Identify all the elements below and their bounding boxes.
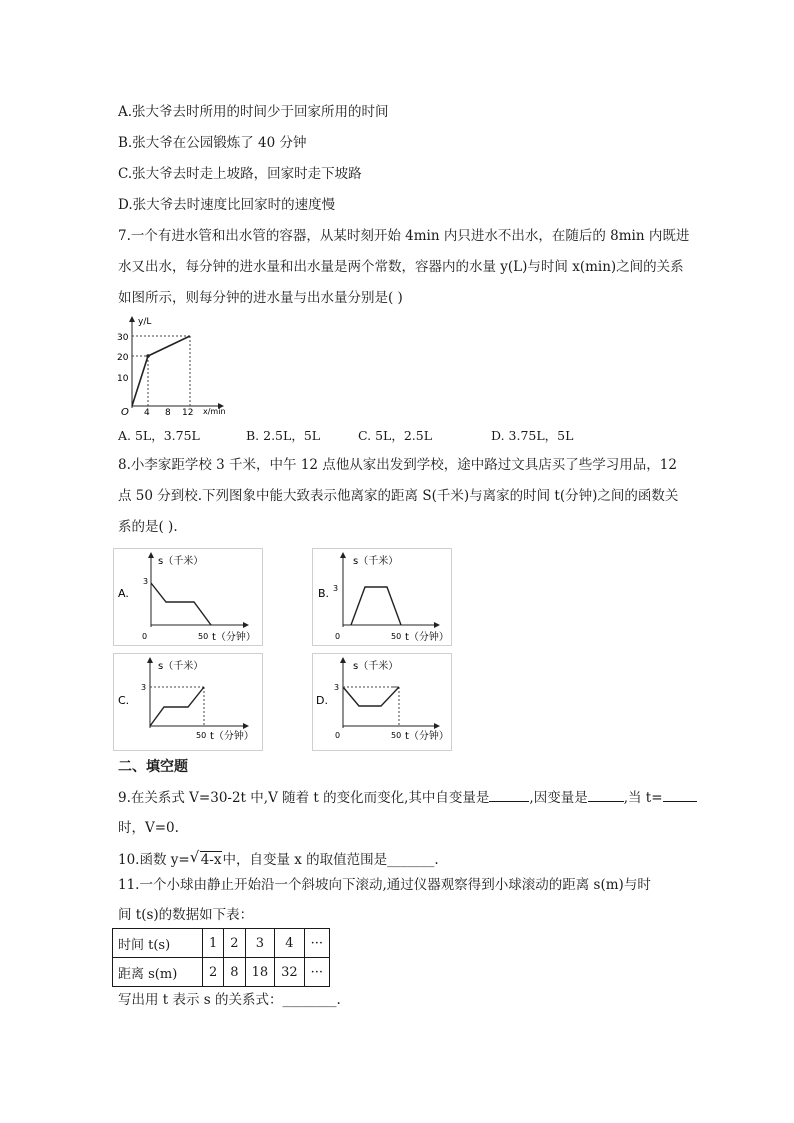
- table-cell: 32: [275, 958, 305, 987]
- table-cell: 时间 t(s): [113, 929, 203, 958]
- table-cell: 8: [224, 958, 245, 987]
- q8-text-line-1: 8.小李家距学校 3 千米，中午 12 点他从家出发到学校，途中路过文具店买了些学习用品，12: [118, 457, 677, 473]
- q10-prefix: 10.函数 y=: [118, 852, 190, 868]
- q7-water-line: [132, 336, 190, 406]
- q6-option-c: C.张大爷去时走上坡路，回家时走下坡路: [118, 166, 362, 182]
- table-cell: ···: [304, 958, 329, 987]
- graph-b-ytick: 3: [333, 584, 339, 593]
- q7-xlabel: x/min: [203, 407, 226, 416]
- graph-d-ylabel: s（千米）: [353, 661, 399, 672]
- graph-d-xlabel: t（分钟）: [405, 731, 449, 742]
- q11-text-line-1: 11.一个小球由静止开始沿一个斜坡向下滚动,通过仪器观察得到小球滚动的距离 s(m)与时: [118, 877, 651, 893]
- q9-blank-t-value[interactable]: [663, 787, 697, 802]
- q10-radicand: 4-x: [200, 852, 222, 868]
- q7-option-d: D. 3.75L，5L: [491, 428, 574, 443]
- graph-a-ylabel: s（千米）: [158, 556, 204, 567]
- table-cell: 2: [203, 958, 224, 987]
- graph-b-letter: B.: [318, 587, 330, 600]
- q7-option-c: C. 5L，2.5L: [358, 428, 432, 443]
- q9-blank-independent[interactable]: [489, 787, 529, 802]
- q7-xtick-4: 4: [144, 408, 150, 417]
- q7-option-a: A. 5L，3.75L: [118, 428, 200, 443]
- graph-c-ylabel: s（千米）: [158, 661, 204, 672]
- q8-text-line-3: 系的是( ).: [118, 519, 178, 535]
- q6-option-a: A.张大爷去时所用的时间少于回家所用的时间: [118, 104, 389, 120]
- q9-part-2: ,因变量是: [529, 790, 588, 806]
- graph-d-origin: 0: [335, 731, 341, 740]
- table-cell: 3: [245, 929, 275, 958]
- sqrt-symbol: √ 4-x: [189, 848, 222, 868]
- graph-b-origin: 0: [335, 632, 341, 641]
- q7-text-line-1: 7.一个有进水管和出水管的容器，从某时刻开始 4min 内只进水不出水，在随后的 8min 内既进: [118, 228, 690, 244]
- graph-b-curve: [351, 587, 401, 625]
- table-cell: 2: [224, 929, 245, 958]
- q10-blank[interactable]: _______: [387, 852, 435, 868]
- q8-graph-b: [312, 548, 452, 646]
- q10-suffix: 中，自变量 x 的取值范围是: [222, 852, 388, 868]
- table-row: [113, 958, 330, 987]
- q7-ytick-10: 10: [117, 374, 129, 384]
- graph-d-ytick: 3: [334, 683, 340, 692]
- q9-part-1: 9.在关系式 V=30-2t 中,V 随着 t 的变化而变化,其中自变量是: [118, 790, 490, 806]
- q10-end: .: [434, 852, 439, 868]
- q7-graph: [112, 312, 237, 421]
- q9-part-3: ,当 t=: [623, 790, 663, 806]
- q7-ytick-30: 30: [117, 333, 129, 343]
- table-cell: 18: [245, 958, 275, 987]
- q9-line-1: [118, 787, 697, 808]
- q7-text-line-2: 水又出水，每分钟的进水量和出水量是两个常数，容器内的水量 y(L)与时间 x(min)之间的关系: [118, 259, 684, 275]
- q11-after-text: 写出用 t 表示 s 的关系式：________.: [118, 992, 341, 1008]
- q6-option-b: B.张大爷在公园锻炼了 40 分钟: [118, 135, 307, 151]
- graph-c-xlabel: t（分钟）: [210, 731, 254, 742]
- graph-b-ylabel: s（千米）: [353, 556, 399, 567]
- table-cell: ···: [304, 929, 329, 958]
- table-cell: 4: [275, 929, 305, 958]
- graph-c-letter: C.: [118, 694, 130, 707]
- q9-blank-dependent[interactable]: [588, 787, 624, 802]
- graph-d-xtick: 50: [391, 731, 402, 740]
- graph-a-letter: A.: [118, 587, 129, 600]
- q10-line: [118, 850, 439, 870]
- graph-b-xtick: 50: [391, 632, 402, 641]
- q7-option-b: B. 2.5L，5L: [246, 428, 321, 443]
- graph-a-xtick: 50: [198, 632, 209, 641]
- q8-graph-d: [312, 653, 452, 751]
- q6-option-d: D.张大爷去时速度比回家时的速度慢: [118, 197, 336, 213]
- q7-point-4-20: [146, 354, 150, 358]
- q9-line-2: 时，V=0.: [118, 820, 179, 836]
- graph-a-xlabel: t（分钟）: [212, 632, 256, 643]
- q7-xtick-12: 12: [182, 408, 194, 417]
- table-cell: 1: [203, 929, 224, 958]
- q8-graph-a: [113, 548, 263, 646]
- q7-origin: O: [121, 407, 129, 417]
- table-row: [113, 929, 330, 958]
- graph-c-ytick: 3: [141, 683, 147, 692]
- q7-text-line-3: 如图所示，则每分钟的进水量与出水量分别是( ): [118, 290, 403, 306]
- q7-xtick-8: 8: [165, 408, 171, 417]
- graph-d-letter: D.: [316, 694, 328, 707]
- graph-a-origin: 0: [142, 632, 148, 641]
- table-cell: 距离 s(m): [113, 958, 203, 987]
- q11-data-table: [112, 928, 330, 987]
- graph-d-curve: [343, 687, 399, 706]
- q7-ytick-20: 20: [117, 353, 129, 363]
- q8-graph-c: [113, 653, 263, 751]
- section-title: 二、填空题: [118, 759, 188, 775]
- graph-a-curve: [151, 583, 211, 625]
- graph-c-xtick: 50: [196, 731, 207, 740]
- graph-b-xlabel: t（分钟）: [405, 632, 449, 643]
- graph-a-ytick: 3: [143, 577, 149, 586]
- q7-ylabel: y/L: [138, 317, 152, 327]
- q8-text-line-2: 点 50 分到校.下列图象中能大致表示他离家的距离 S(千米)与离家的时间 t(分钟)之间的函数关: [118, 488, 679, 504]
- q11-text-line-2: 间 t(s)的数据如下表：: [118, 907, 254, 923]
- graph-c-curve: [150, 687, 204, 726]
